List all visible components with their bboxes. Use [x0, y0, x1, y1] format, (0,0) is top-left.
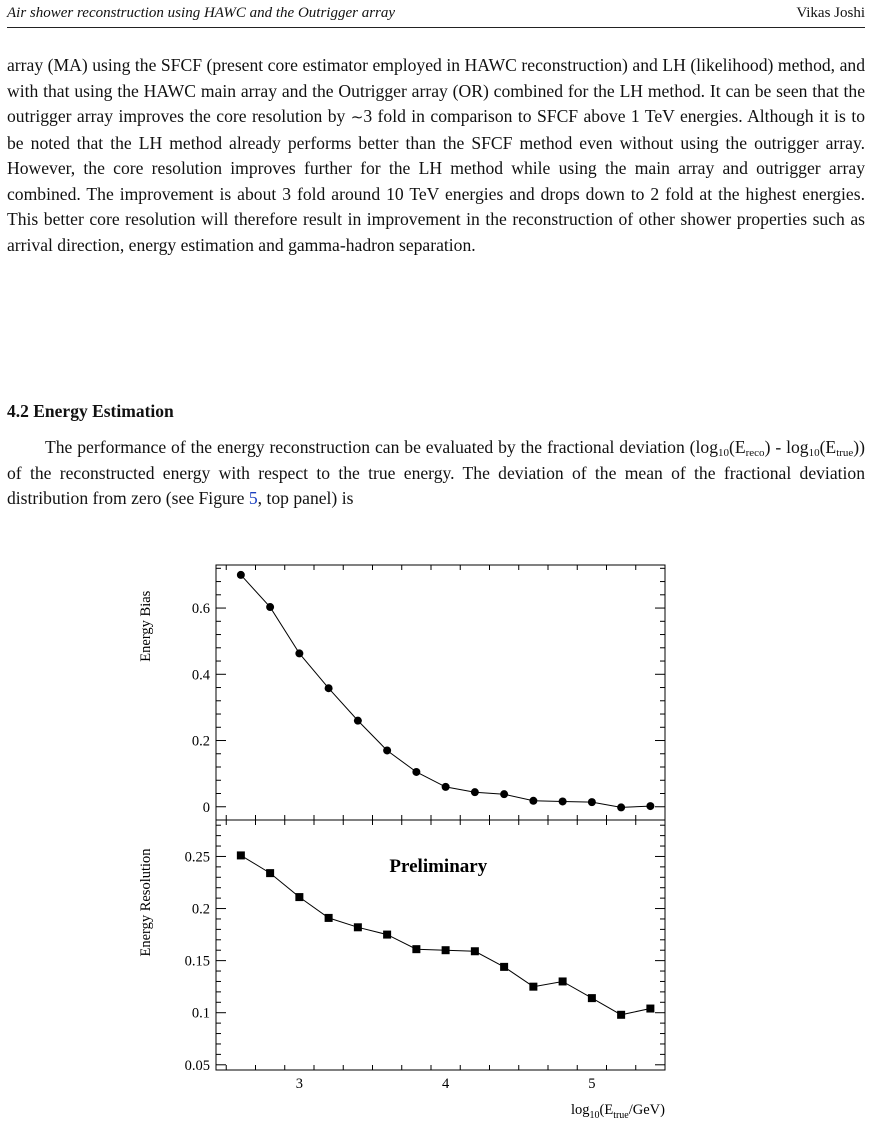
x-tick-label: 5 — [588, 1076, 596, 1092]
energy-bias-resolution-figure — [120, 548, 680, 1118]
para2-text-a: The performance of the energy reconstruction can be evaluated by the fractional deviation (log — [45, 437, 719, 457]
data-point — [646, 1005, 654, 1013]
data-point — [529, 797, 537, 805]
x-tick-label: 3 — [295, 1076, 303, 1092]
data-point — [442, 946, 450, 954]
data-point — [354, 923, 362, 931]
data-point — [500, 790, 508, 798]
data-point — [237, 851, 245, 859]
energy-bias-panel — [138, 565, 665, 820]
para2-text-c: ) - log — [764, 437, 809, 457]
paragraph-core-resolution — [7, 53, 865, 258]
data-point — [354, 717, 362, 725]
para2-text-f: , top panel) is — [257, 488, 354, 508]
similar-symbol: ∼ — [350, 108, 364, 126]
y-axis-label: Energy Resolution — [138, 848, 154, 957]
x-tick-label: 4 — [441, 1076, 450, 1092]
data-point — [588, 994, 596, 1002]
y-tick-label: 0.1 — [191, 1005, 210, 1022]
data-point — [471, 788, 479, 796]
para1-text-a: array (MA) using the SFCF (present core estimator employed in HAWC reconstruction) and LH (likelihood) method, and with that using the HAWC main array and the Outrigger array (OR) combined for the LH method. It can be seen that the outrigger array improves the core resolution by — [7, 55, 865, 126]
paragraph-energy-estimation — [7, 435, 865, 512]
series-line — [241, 855, 651, 1014]
data-point — [559, 797, 567, 805]
para2-text-e: )) of the reconstructed energy with respect to the true energy. The deviation of the mean of the fractional deviation distribution from zero (see Figure — [7, 437, 866, 508]
y-axis-label: Energy Bias — [138, 590, 154, 662]
header-rule — [7, 27, 865, 28]
para2-text-d: (E — [819, 437, 837, 457]
data-point — [559, 977, 567, 985]
data-point — [295, 649, 303, 657]
x-axis-label — [571, 1102, 665, 1118]
para2-sub-reco: reco — [745, 447, 765, 459]
x-axis-label-part: 10 — [589, 1110, 600, 1118]
x-axis-label-part: log — [570, 1102, 590, 1118]
data-point — [500, 963, 508, 971]
data-point — [237, 571, 245, 579]
y-tick-label: 0.2 — [191, 901, 210, 918]
para2-sub-10-b: 10 — [808, 447, 820, 459]
series-line — [241, 575, 651, 808]
plot-frame — [216, 565, 665, 820]
data-point — [266, 869, 274, 877]
y-tick-label: 0.4 — [191, 667, 210, 684]
energy-resolution-panel — [138, 820, 665, 1118]
para2-sub-10-a: 10 — [718, 447, 730, 459]
para1-text-b: 3 fold in comparison to SFCF above 1 TeV energies. Although it is to be noted that the LH method already performs better than the SFCF method even without using the outrigger array. However, the core resolution improves further for the LH method while using the main array and outrigger array combined. The improvement is about 3 fold around 10 TeV energies and drops down to 2 fold at the highest energies. This better core resolution will therefore result in improvement in the reconstruction of other shower properties such as arrival direction, energy estimation and gamma-hadron separation. — [7, 106, 866, 255]
data-point — [412, 945, 420, 953]
x-axis-label-part: /GeV) — [628, 1102, 665, 1118]
header-paper-title: Air shower reconstruction using HAWC and the Outrigger array — [7, 5, 396, 21]
data-point — [471, 947, 479, 955]
data-point — [442, 783, 450, 791]
x-axis-label-part: true — [613, 1110, 629, 1118]
data-point — [617, 803, 625, 811]
data-point — [646, 802, 654, 810]
data-point — [529, 983, 537, 991]
data-point — [383, 746, 391, 754]
data-point — [588, 798, 596, 806]
running-header — [7, 2, 865, 24]
data-point — [295, 893, 303, 901]
data-point — [325, 684, 333, 692]
y-tick-label: 0.25 — [184, 849, 210, 866]
section-heading-energy-estimation: 4.2 Energy Estimation — [7, 401, 174, 421]
preliminary-annotation: Preliminary — [389, 856, 488, 878]
data-point — [266, 603, 274, 611]
y-tick-label: 0.15 — [184, 953, 210, 970]
data-point — [325, 914, 333, 922]
data-point — [383, 931, 391, 939]
para2-text-b: (E — [729, 437, 746, 457]
y-tick-label: 0.05 — [184, 1057, 210, 1074]
header-author: Vikas Joshi — [796, 5, 865, 21]
data-point — [412, 768, 420, 776]
y-tick-label: 0.2 — [191, 733, 210, 750]
figure-5-link[interactable]: 5 — [248, 488, 258, 508]
y-tick-label: 0 — [202, 799, 210, 816]
data-point — [617, 1011, 625, 1019]
y-tick-label: 0.6 — [191, 601, 210, 618]
x-axis-label-part: (E — [599, 1102, 614, 1118]
para2-sub-true: true — [836, 447, 854, 459]
